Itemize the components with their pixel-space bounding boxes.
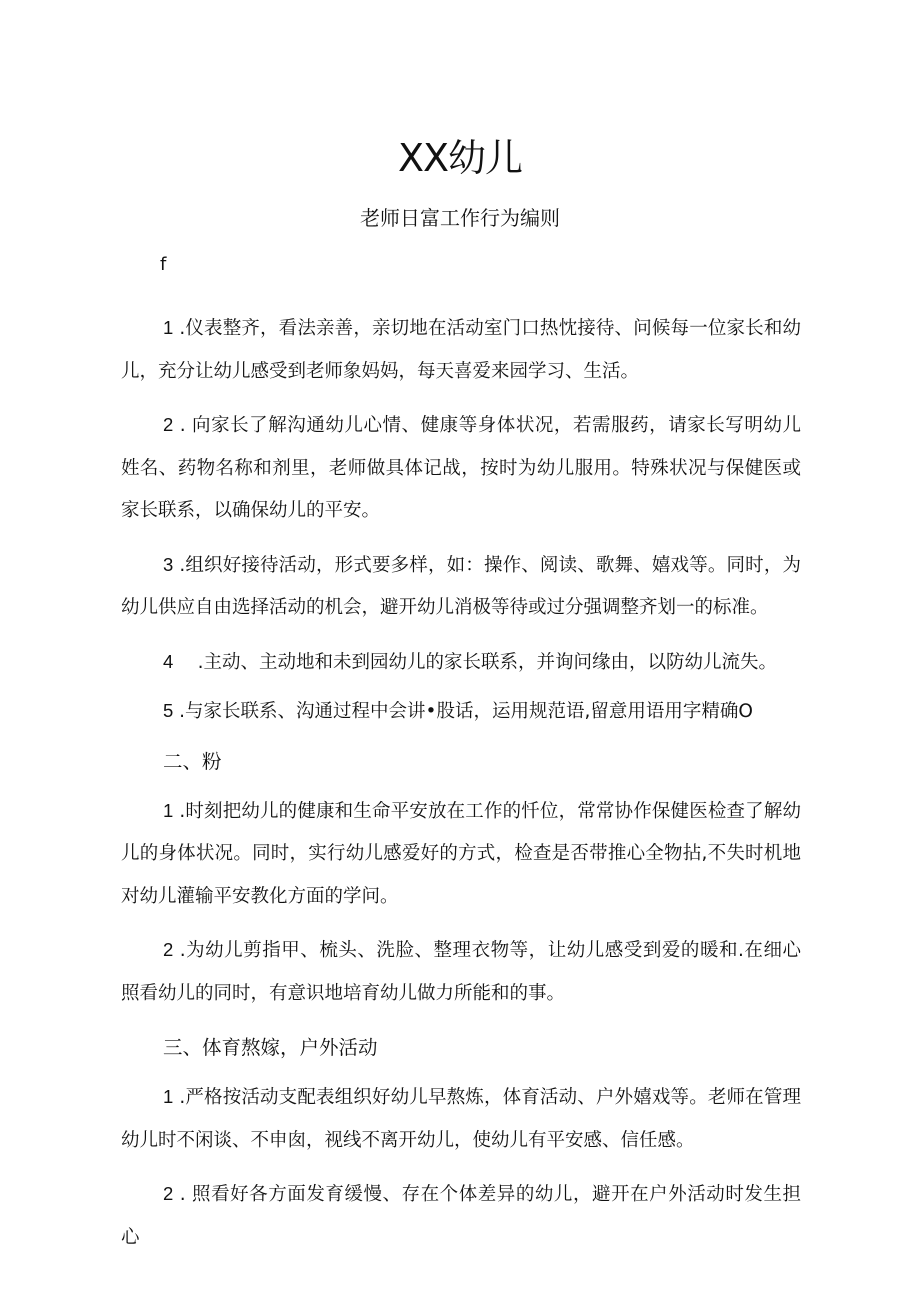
list-item: 3 .组织好接待活动，形式要多样，如：操作、阅读、歌舞、嬉戏等。同时，为幼儿供应自由选择活动的机会，避开幼儿消极等待或过分强调整齐划一的标准。: [121, 553, 801, 618]
document-title: XX幼儿: [397, 136, 523, 180]
section-heading: 二、粉: [163, 749, 222, 773]
list-item: 2 . 向家长了解沟通幼儿心情、健康等身体状况，若需服药，请家长写明幼儿姓名、药物名称和剂里，老师做具体记战，按时为幼儿服用。特殊状况与保健医或家长联系，以确保幼儿的平安。: [121, 414, 801, 521]
list-item: 2 . 照看好各方面发育缓慢、存在个体差异的幼儿，避开在户外活动时发生担心: [121, 1183, 801, 1248]
stray-mark: f: [160, 254, 167, 275]
list-item: 1 .时刻把幼儿的健康和生命平安放在工作的忏位，常常协作保健医检查了解幼儿的身体状况。同时，实行幼儿感爱好的方式，检查是否带推心全物拈,不失时机地对幼儿灌输平安教化方面的学问。: [121, 799, 801, 907]
list-item: 5 .与家长联系、沟通过程中会讲•股话，运用规范语,留意用语用字精确O: [163, 700, 753, 722]
list-item: 1 .严格按活动支配表组织好幼儿早熬炼，体育活动、户外嬉戏等。老师在管理幼儿时不闲谈、不申囱，视线不离开幼儿，使幼儿有平安感、信任感。: [121, 1086, 801, 1151]
list-item: 1 .仪表整齐，看法亲善，亲切地在活动室门口热忱接待、问候每一位家长和幼儿，充分让幼儿感受到老师象妈妈，每天喜爱来园学习、生活。: [121, 317, 801, 382]
document-subtitle: 老师日富工作行为编则: [360, 206, 560, 230]
list-item: 2 .为幼儿剪指甲、梳头、洗脸、整理衣物等，让幼儿感受到爱的暖和.在细心照看幼儿的同时，有意识地培育幼儿做力所能和的事。: [121, 939, 801, 1004]
document-body: [121, 307, 801, 1270]
list-item: 4 .主动、主动地和未到园幼儿的家长联系，并询问缘由，以防幼儿流失。: [163, 650, 778, 673]
section-heading: 三、体育熬嫁，户外活动: [163, 1036, 378, 1059]
